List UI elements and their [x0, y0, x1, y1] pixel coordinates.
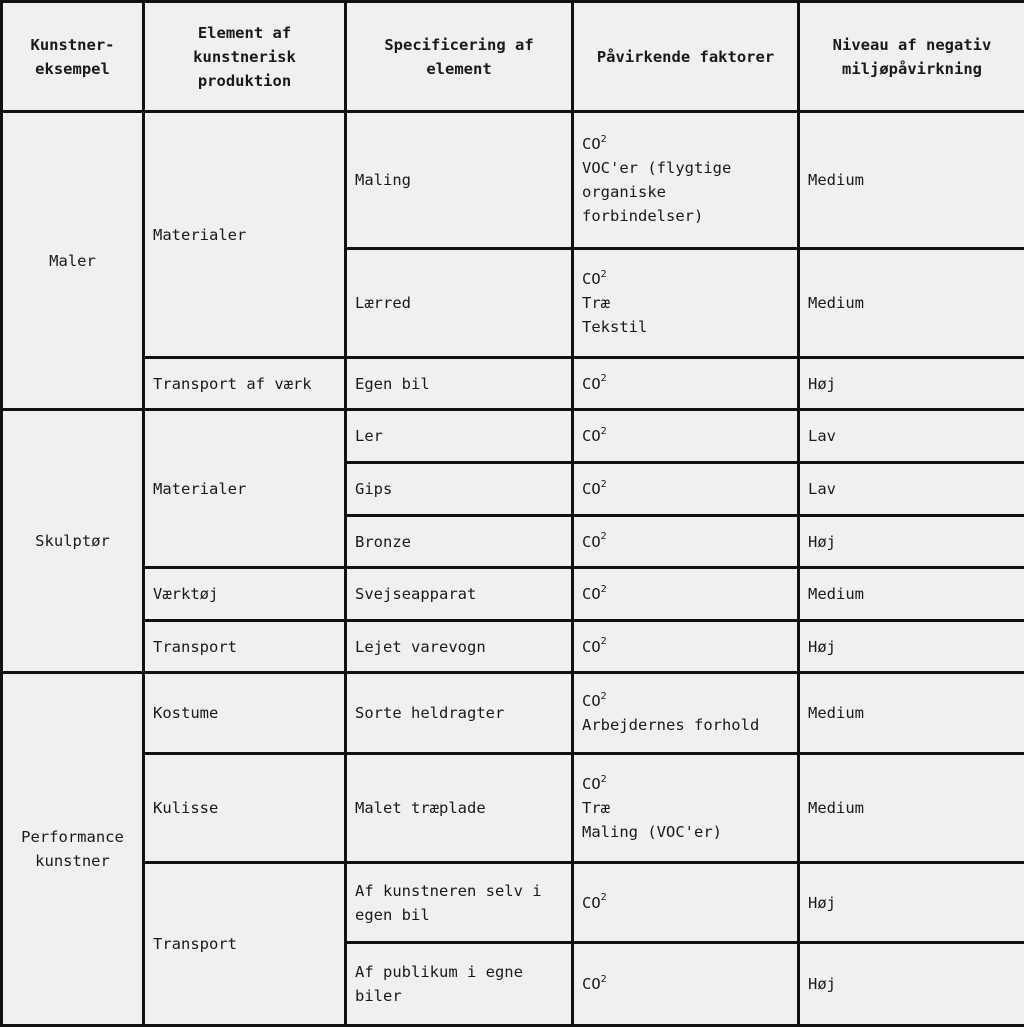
table-row — [2, 112, 1024, 249]
factors-cell — [573, 673, 799, 754]
table-row — [2, 358, 1024, 410]
level-cell: Høj — [799, 358, 1024, 410]
factor-text: Træ — [582, 796, 789, 820]
spec-cell: Maling — [346, 112, 573, 249]
level-cell: Høj — [799, 621, 1024, 673]
table-row — [2, 754, 1024, 863]
element-cell: Materialer — [144, 410, 346, 568]
level-cell: Lav — [799, 410, 1024, 463]
element-cell: Transport — [144, 621, 346, 673]
spec-cell: Lærred — [346, 249, 573, 358]
level-cell: Høj — [799, 863, 1024, 943]
level-cell: Lav — [799, 463, 1024, 516]
header-row — [2, 2, 1024, 112]
table-row — [2, 673, 1024, 754]
co2-label: $CO^2$ — [582, 267, 789, 291]
factor-text: Maling (VOC'er) — [582, 820, 789, 844]
factor-text: Arbejdernes forhold — [582, 713, 789, 737]
table-row — [2, 568, 1024, 621]
spec-cell: Malet træplade — [346, 754, 573, 863]
factors-cell — [573, 112, 799, 249]
header-influencing-factors: Påvirkende faktorer — [573, 2, 799, 112]
level-cell: Medium — [799, 249, 1024, 358]
spec-cell: Bronze — [346, 516, 573, 568]
factor-text: Træ — [582, 291, 789, 315]
factors-cell: $CO^2$ — [573, 410, 799, 463]
header-element-specification: Specificering af element — [346, 2, 573, 112]
level-cell: Medium — [799, 568, 1024, 621]
table-row — [2, 863, 1024, 943]
factors-cell: $CO^2$ — [573, 358, 799, 410]
element-cell: Transport — [144, 863, 346, 1026]
factors-cell: $CO^2$ — [573, 516, 799, 568]
factors-cell — [573, 249, 799, 358]
level-cell: Høj — [799, 516, 1024, 568]
spec-cell: Sorte heldragter — [346, 673, 573, 754]
factors-cell: $CO^2$ — [573, 621, 799, 673]
spec-cell: Ler — [346, 410, 573, 463]
spec-cell: Lejet varevogn — [346, 621, 573, 673]
level-cell: Medium — [799, 112, 1024, 249]
spec-cell: Af kunstneren selv i egen bil — [346, 863, 573, 943]
table-row — [2, 621, 1024, 673]
factors-cell: $CO^2$ — [573, 943, 799, 1026]
spec-cell: Gips — [346, 463, 573, 516]
header-production-element: Element af kunstnerisk produktion — [144, 2, 346, 112]
spec-cell: Egen bil — [346, 358, 573, 410]
element-cell: Materialer — [144, 112, 346, 358]
spec-cell: Af publikum i egne biler — [346, 943, 573, 1026]
factors-cell: $CO^2$ — [573, 863, 799, 943]
co2-label: $CO^2$ — [582, 772, 789, 796]
level-cell: Medium — [799, 673, 1024, 754]
element-cell: Kostume — [144, 673, 346, 754]
factor-text: VOC'er (flygtige organiske forbindelser) — [582, 156, 789, 228]
factors-cell: $CO^2$ — [573, 568, 799, 621]
spec-cell: Svejseapparat — [346, 568, 573, 621]
artist-cell-performance: Performance kunstner — [2, 673, 144, 1026]
element-cell: Kulisse — [144, 754, 346, 863]
artist-cell-maler: Maler — [2, 112, 144, 410]
header-impact-level: Niveau af negativ miljøpåvirkning — [799, 2, 1024, 112]
factors-cell — [573, 754, 799, 863]
level-cell: Høj — [799, 943, 1024, 1026]
co2-label: $CO^2$ — [582, 689, 789, 713]
element-cell: Værktøj — [144, 568, 346, 621]
level-cell: Medium — [799, 754, 1024, 863]
element-cell: Transport af værk — [144, 358, 346, 410]
factor-text: Tekstil — [582, 315, 789, 339]
table-row — [2, 410, 1024, 463]
co2-label: $CO^2$ — [582, 132, 789, 156]
artist-cell-skulptor: Skulptør — [2, 410, 144, 673]
factors-cell: $CO^2$ — [573, 463, 799, 516]
header-artist-example: Kunstner- eksempel — [2, 2, 144, 112]
